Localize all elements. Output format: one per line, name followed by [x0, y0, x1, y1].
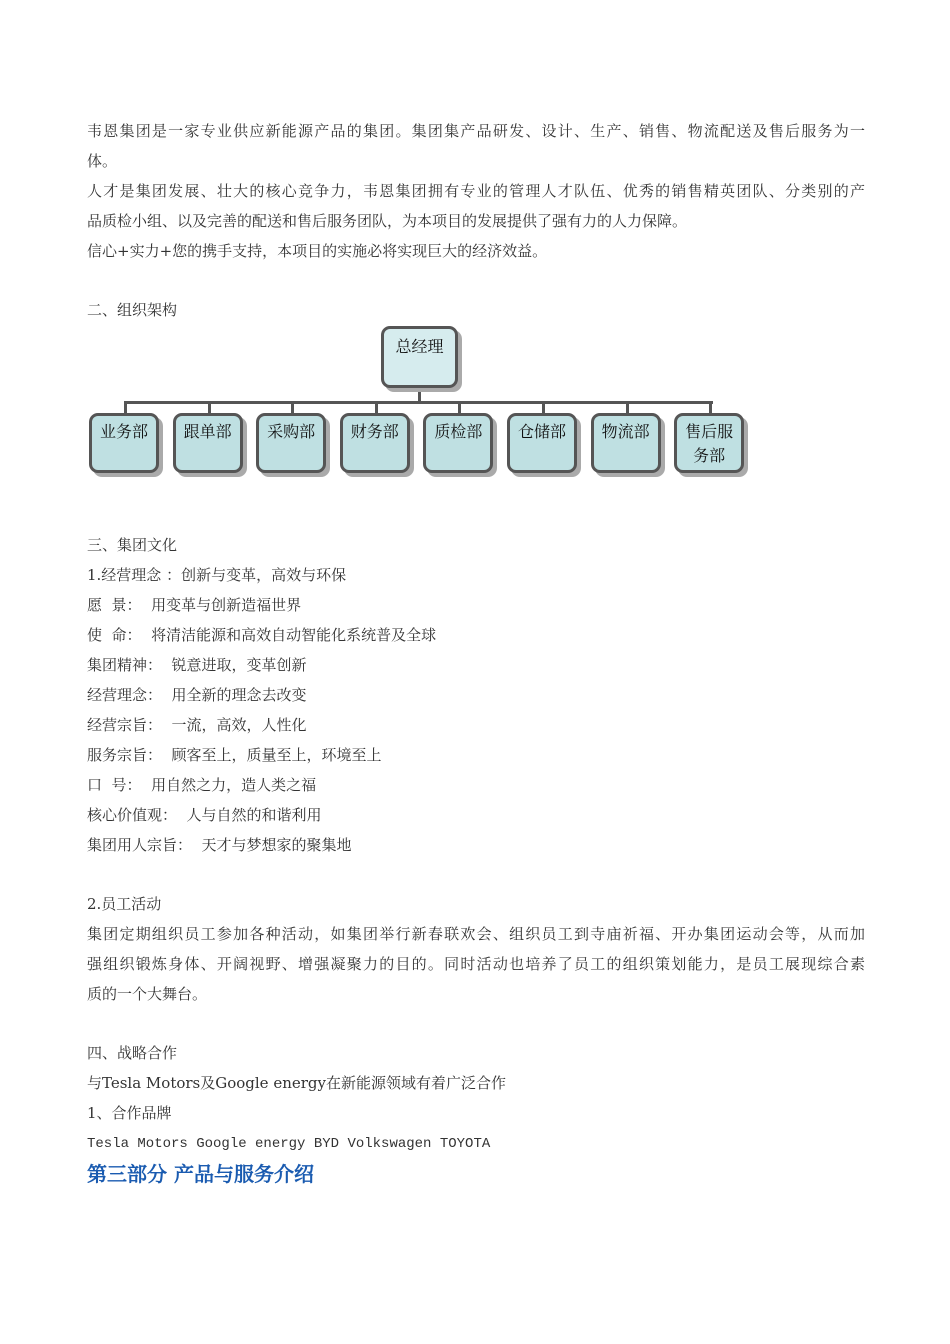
- culture-line: 服务宗旨： 顾客至上，质量至上，环境至上: [87, 746, 382, 764]
- org-box-general-manager: 总经理: [381, 326, 458, 388]
- org-heading: 二、组织架构: [87, 301, 178, 319]
- cooperation-heading: 四、战略合作: [87, 1044, 178, 1062]
- culture-line: 经营宗旨： 一流，高效，人性化: [87, 716, 307, 734]
- culture-line: 愿 景： 用变革与创新造福世界: [87, 596, 302, 614]
- cooperation-text: 与Tesla Motors及Google energy在新能源领域有着广泛合作: [87, 1074, 506, 1092]
- part3-title: 第三部分 产品与服务介绍: [87, 1162, 314, 1186]
- activities-line: 强组织锻炼身体、开阔视野、增强凝聚力的目的。同时活动也培养了员工的组织策划能力，是员工展现综合素: [87, 955, 865, 973]
- intro-line: 品质检小组、以及完善的配送和售后服务团队，为本项目的发展提供了强有力的人力保障。: [87, 212, 688, 230]
- intro-line: 信心+实力+您的携手支持，本项目的实施必将实现巨大的经济效益。: [87, 242, 548, 260]
- org-box-department: 质检部: [423, 413, 493, 473]
- intro-line: 韦恩集团是一家专业供应新能源产品的集团。集团集产品研发、设计、生产、销售、物流配送及售后服务为一: [87, 122, 865, 140]
- culture-line: 集团精神： 锐意进取，变革创新: [87, 656, 307, 674]
- brands-heading: 1、合作品牌: [87, 1104, 172, 1122]
- culture-line: 核心价值观： 人与自然的和谐利用: [87, 806, 322, 824]
- culture-line: 经营理念： 用全新的理念去改变: [87, 686, 307, 704]
- intro-line: 人才是集团发展、壮大的核心竞争力，韦恩集团拥有专业的管理人才队伍、优秀的销售精英团队、分类别的产: [87, 182, 865, 200]
- culture-line: 使 命： 将清洁能源和高效自动智能化系统普及全球: [87, 626, 437, 644]
- org-box-department: 业务部: [89, 413, 159, 473]
- brands-list: Tesla Motors Google energy BYD Volkswagen TOYOTA: [87, 1136, 491, 1152]
- org-box-department: 采购部: [256, 413, 326, 473]
- culture-heading: 三、集团文化: [87, 536, 178, 554]
- org-box-department: 物流部: [591, 413, 661, 473]
- intro-line: 体。: [87, 152, 118, 170]
- org-box-department: 跟单部: [173, 413, 243, 473]
- activities-heading: 2.员工活动: [87, 895, 162, 913]
- culture-line: 1.经营理念 ：创新与变革，高效与环保: [87, 566, 347, 584]
- org-box-department: 售后服务部: [674, 413, 744, 473]
- activities-line: 集团定期组织员工参加各种活动，如集团举行新春联欢会、组织员工到寺庙祈福、开办集团运动会等，从而加: [87, 925, 865, 943]
- culture-line: 口 号： 用自然之力，造人类之福: [87, 776, 317, 794]
- culture-line: 集团用人宗旨： 天才与梦想家的聚集地: [87, 836, 352, 854]
- org-box-department: 财务部: [340, 413, 410, 473]
- activities-line: 质的一个大舞台。: [87, 985, 208, 1003]
- org-box-department: 仓储部: [507, 413, 577, 473]
